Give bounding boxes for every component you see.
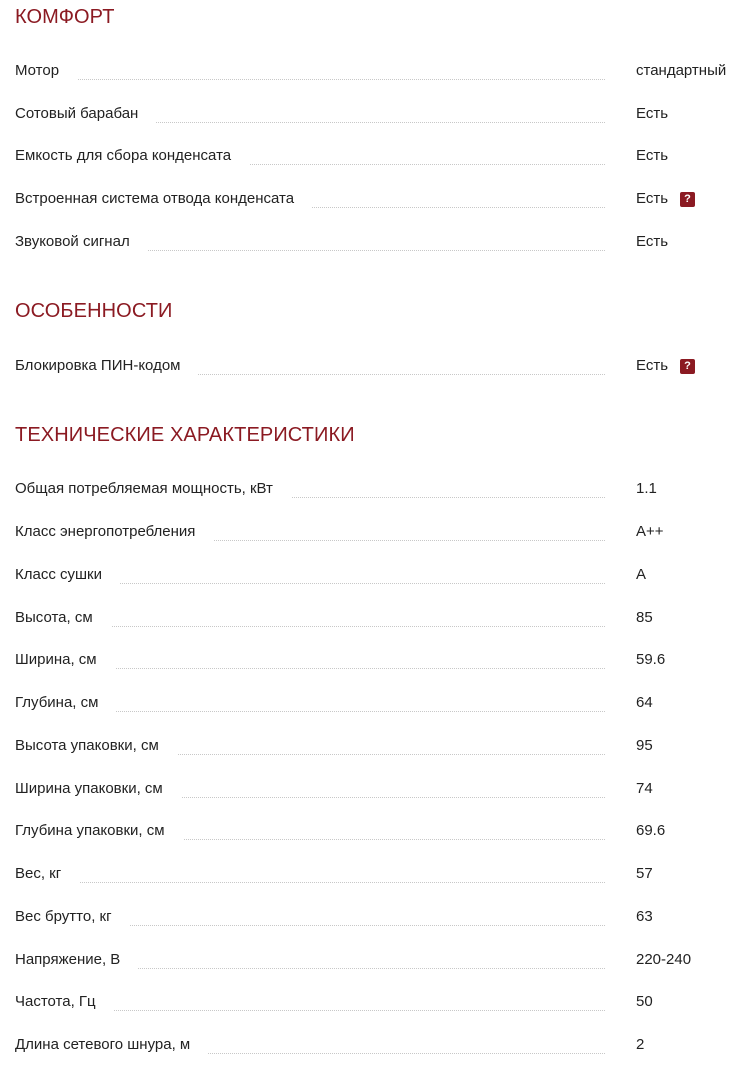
spec-value: 64 [636,694,653,711]
spec-label: Класс сушки [15,565,120,585]
spec-row-package-depth [15,821,735,843]
spec-value: 57 [636,865,653,882]
spec-row-condensate-container [15,146,735,168]
help-icon[interactable]: ? [680,192,695,207]
spec-row-gross-weight [15,907,735,929]
spec-row-package-width [15,779,735,801]
spec-row-drying-class [15,565,735,587]
spec-label: Общая потребляемая мощность, кВт [15,479,291,499]
spec-value: Есть [636,190,669,207]
spec-row-width [15,650,735,672]
spec-label: Ширина, см [15,650,115,670]
spec-label: Длина сетевого шнура, м [15,1035,208,1055]
spec-value: 59.6 [636,651,666,668]
spec-value: 95 [636,737,653,754]
spec-label: Емкость для сбора конденсата [15,146,249,166]
spec-row-depth [15,693,735,715]
spec-row-sound-signal [15,232,735,254]
spec-value: Есть [636,147,669,164]
spec-value: 74 [636,780,653,797]
spec-value: Есть [636,233,669,250]
spec-value: 69.6 [636,822,666,839]
spec-row-frequency [15,992,735,1014]
spec-row-condensate-drain [15,189,735,211]
dotted-leader [15,79,605,80]
spec-row-energy-class [15,522,735,544]
spec-label: Вес, кг [15,864,79,884]
spec-row-pin-lock [15,356,735,378]
spec-value: Есть [636,105,669,122]
spec-label: Звуковой сигнал [15,232,148,252]
spec-label: Блокировка ПИН-кодом [15,356,198,376]
section-title-specs: ТЕХНИЧЕСКИЕ ХАРАКТЕРИСТИКИ [15,424,355,446]
spec-label: Сотовый барабан [15,104,156,124]
spec-row-drum [15,104,735,126]
spec-value: 220-240 [636,951,692,968]
spec-value: Есть [636,357,669,374]
spec-value: 50 [636,993,653,1010]
spec-value: стандартный [636,62,727,79]
spec-label: Напряжение, В [15,950,138,970]
spec-row-package-height [15,736,735,758]
spec-value: 2 [636,1036,645,1053]
spec-label: Частота, Гц [15,992,114,1012]
spec-row-motor [15,61,735,83]
spec-label: Встроенная система отвода конденсата [15,189,312,209]
spec-label: Глубина упаковки, см [15,821,183,841]
section-title-comfort: КОМФОРТ [15,6,115,28]
spec-label: Глубина, см [15,693,116,713]
spec-label: Класс энергопотребления [15,522,213,542]
spec-label: Мотор [15,61,77,81]
spec-row-power [15,479,735,501]
section-title-features: ОСОБЕННОСТИ [15,300,173,322]
spec-row-cord-length [15,1035,735,1057]
spec-value: 63 [636,908,653,925]
spec-label: Ширина упаковки, см [15,779,181,799]
spec-label: Вес брутто, кг [15,907,130,927]
dotted-leader [15,882,605,883]
spec-label: Высота упаковки, см [15,736,177,756]
spec-value: 85 [636,609,653,626]
spec-row-voltage [15,950,735,972]
help-icon[interactable]: ? [680,359,695,374]
spec-label: Высота, см [15,608,111,628]
spec-value: 1.1 [636,480,657,497]
spec-row-weight [15,864,735,886]
spec-row-height [15,608,735,630]
spec-value: A++ [636,523,664,540]
spec-value: A [636,566,647,583]
